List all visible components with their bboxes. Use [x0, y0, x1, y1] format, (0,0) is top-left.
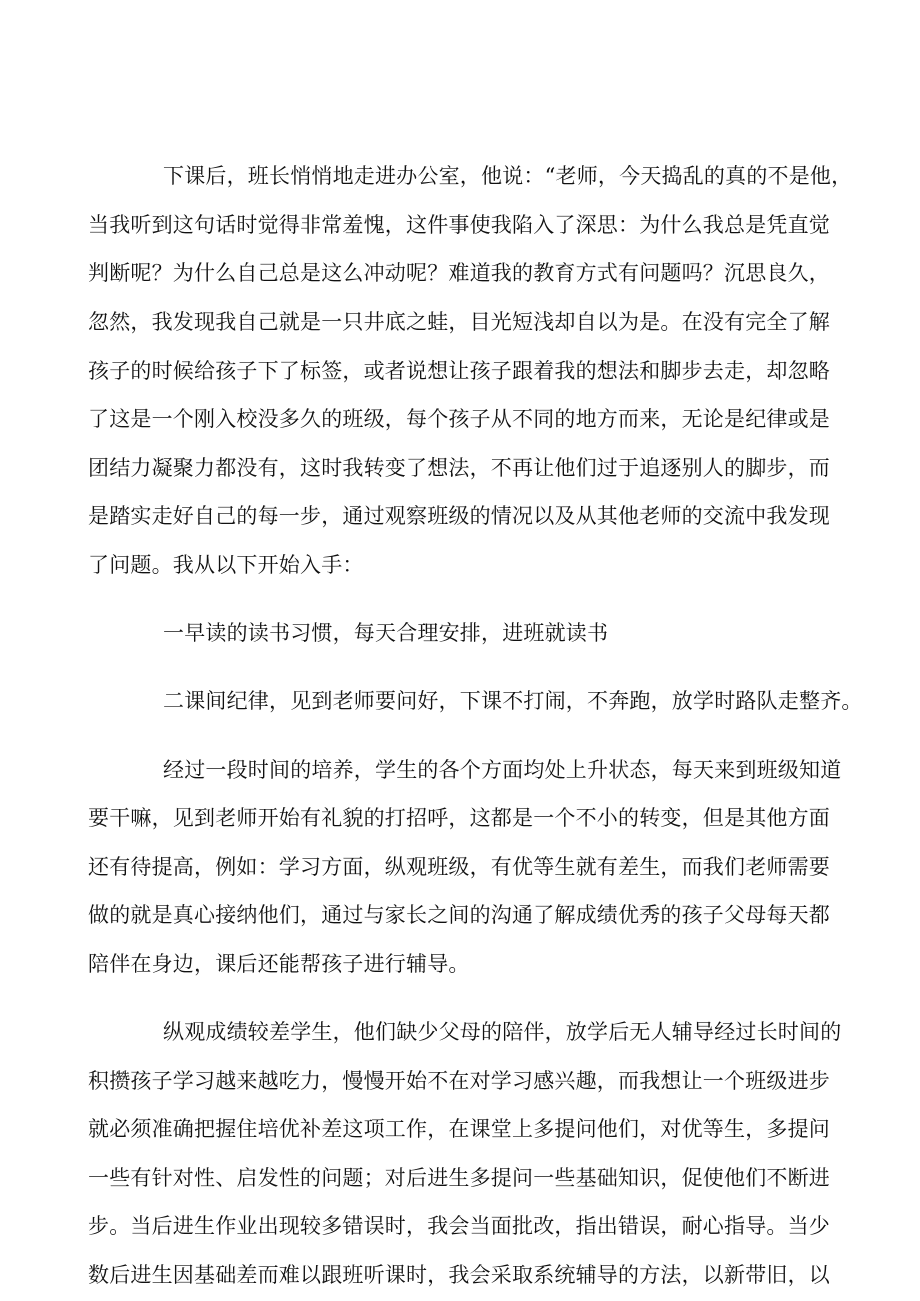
paragraph-5-line-6: 数后进生因基础差而难以跟班听课时，我会采取系统辅导的方法，以新带旧，以 [88, 1263, 830, 1287]
paragraph-1-line-2: 当我听到这句话时觉得非常羞愧，这件事使我陷入了深思：为什么我总是凭直觉 [88, 213, 830, 237]
paragraph-1-line-5: 孩子的时候给孩子下了标签，或者说想让孩子跟着我的想法和脚步去走，却忽略 [88, 359, 830, 383]
paragraph-1-line-6: 了这是一个刚入校没多久的班级，每个孩子从不同的地方而来，无论是纪律或是 [88, 407, 830, 431]
paragraph-4-line-3: 还有待提高，例如：学习方面，纵观班级，有优等生就有差生，而我们老师需要 [88, 855, 830, 879]
paragraph-5-line-4: 一些有针对性、启发性的问题；对后进生多提问一些基础知识，促使他们不断进 [88, 1166, 830, 1190]
paragraph-1-line-8: 是踏实走好自己的每一步，通过观察班级的情况以及从其他老师的交流中我发现 [88, 504, 830, 528]
paragraph-4-line-1: 经过一段时间的培养，学生的各个方面均处上升状态，每天来到班级知道 [163, 758, 842, 782]
paragraph-5-line-5: 步。当后进生作业出现较多错误时，我会当面批改，指出错误，耐心指导。当少 [88, 1214, 830, 1238]
paragraph-1-line-7: 团结力凝聚力都没有，这时我转变了想法，不再让他们过于追逐别人的脚步，而 [88, 456, 830, 480]
paragraph-5-line-2: 积攒孩子学习越来越吃力，慢慢开始不在对学习感兴趣，而我想让一个班级进步 [88, 1069, 830, 1093]
paragraph-2-line-1: 一早读的读书习惯，每天合理安排，进班就读书 [163, 621, 609, 645]
paragraph-4-line-5: 陪伴在身边，课后还能帮孩子进行辅导。 [88, 952, 470, 976]
paragraph-5-line-3: 就必须准确把握住培优补差这项工作，在课堂上多提问他们，对优等生，多提问 [88, 1117, 830, 1141]
paragraph-1-line-4: 忽然，我发现我自己就是一只井底之蛙，目光短浅却自以为是。在没有完全了解 [88, 310, 830, 334]
paragraph-5-line-1: 纵观成绩较差学生，他们缺少父母的陪伴，放学后无人辅导经过长时间的 [163, 1020, 842, 1044]
paragraph-1-line-9: 了问题。我从以下开始入手： [88, 553, 364, 577]
paragraph-4-line-4: 做的就是真心接纳他们，通过与家长之间的沟通了解成绩优秀的孩子父母每天都 [88, 903, 830, 927]
paragraph-1-line-1: 下课后，班长悄悄地走进办公室，他说：“老师，今天捣乱的真的不是他， [163, 164, 853, 188]
paragraph-3-line-1: 二课间纪律，见到老师要问好，下课不打闹，不奔跑，放学时路队走整齐。 [163, 689, 863, 713]
paragraph-1-line-3: 判断呢？为什么自己总是这么冲动呢？难道我的教育方式有问题吗？沉思良久， [88, 261, 830, 285]
paragraph-4-line-2: 要干嘛，见到老师开始有礼貌的打招呼，这都是一个不小的转变，但是其他方面 [88, 806, 830, 830]
